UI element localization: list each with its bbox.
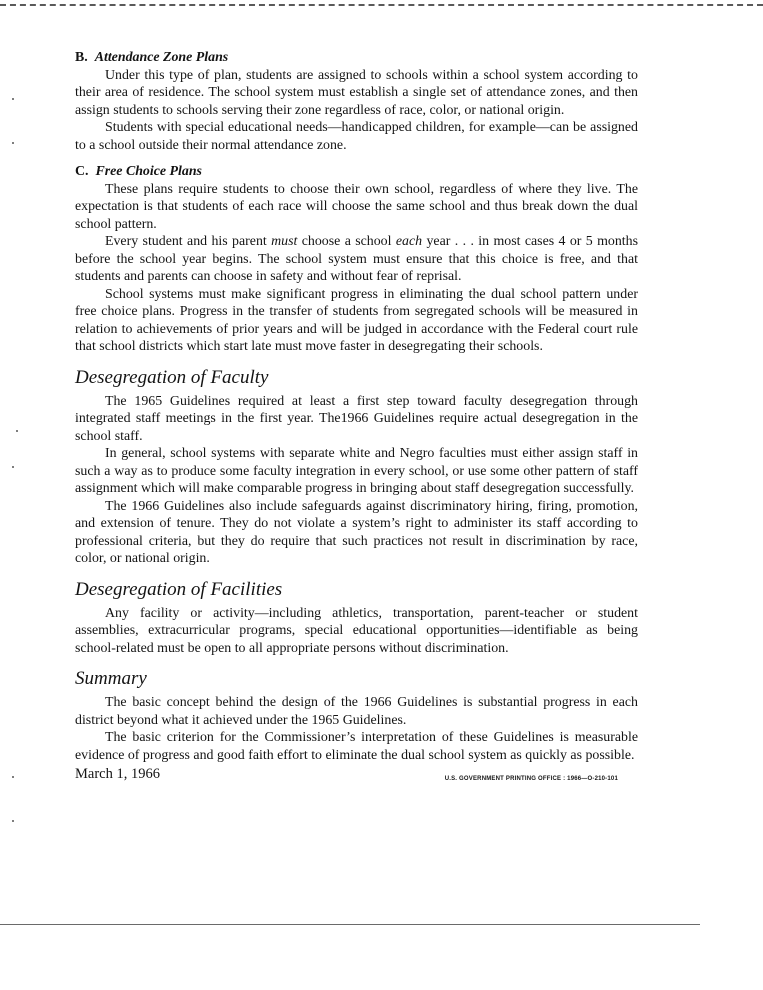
summary-paragraph-2: The basic criterion for the Commissioner’s interpretation of these Guidelines is measurable evidence of progress and good faith effort to eliminate the dual school system as quickly as possible. (75, 730, 638, 763)
section-b-letter: B. (75, 50, 88, 65)
scan-speck (12, 820, 14, 822)
section-b-title: Attendance Zone Plans (94, 50, 229, 65)
scan-speck (12, 466, 14, 468)
scan-speck (12, 98, 14, 100)
document-page (75, 49, 638, 786)
emphasis-must: must (271, 234, 298, 249)
facilities-heading: Desegregation of Facilities (75, 578, 283, 600)
section-c-paragraph-1: These plans require students to choose their own school, regardless of where they live. The expectation is that students of each race will choose the same school and thus break down the dual school pattern. (75, 181, 638, 232)
section-c-heading (75, 163, 638, 181)
top-edge-rule (0, 4, 763, 6)
section-b-paragraph-1: Under this type of plan, students are assigned to schools within a school system according to their area of residence. The school system must establish a single set of attendance zones, and then assign students to schools serving their zone regardless of race, color, or national origin. (75, 67, 638, 118)
emphasis-each: each (395, 234, 423, 249)
faculty-paragraph-1: The 1965 Guidelines required at least a first step toward faculty desegregation through integrated staff meetings in the first year. The1966 Guidelines require actual desegregation in the school staff. (75, 393, 638, 444)
faculty-heading: Desegregation of Faculty (75, 366, 269, 388)
section-c-letter: C. (75, 164, 89, 179)
summary-paragraph-1: The basic concept behind the design of the 1966 Guidelines is substantial progress in each district beyond what it achieved under the 1965 Guidelines. (75, 695, 638, 728)
scan-speck (12, 776, 14, 778)
text-run: year . . . in most cases 4 or 5 months before the school year begins. The school system must ensure that this choice is free, and that students and parents can choose in safety and without fear of reprisal. (75, 234, 638, 284)
scan-speck (16, 430, 18, 432)
page-footer (75, 766, 638, 786)
section-b-paragraph-2: Students with special educational needs—handicapped children, for example—can be assigned to a school outside their normal attendance zone. (75, 120, 638, 153)
section-c-paragraph-3: School systems must make significant progress in eliminating the dual school pattern under free choice plans. Progress in the transfer of students from segregated schools will be measured in relation to achievements of prior years and will be judged in accordance with the Federal court rule that school districts which start late must move faster in desegregating their schools. (75, 286, 638, 354)
faculty-paragraph-2: In general, school systems with separate white and Negro faculties must either assign staff in such a way as to produce some faculty integration in every school, or use some other pattern of staff assignment which will make comparable progress in bringing about staff desegregation successfully. (75, 446, 638, 496)
printing-office-imprint: U.S. GOVERNMENT PRINTING OFFICE : 1966—O-210-101 (444, 776, 618, 782)
section-c-paragraph-2 (75, 233, 638, 286)
faculty-paragraph-3: The 1966 Guidelines also include safeguards against discriminatory hiring, firing, promotion, and extension of tenure. They do not violate a system’s right to administer its staff according to professional criteria, but they do require that such practices not result in discrimination by race, color, or national origin. (75, 498, 638, 566)
issue-date: March 1, 1966 (75, 766, 160, 782)
section-b-heading (75, 49, 638, 67)
summary-heading: Summary (75, 668, 147, 689)
scan-speck (12, 142, 14, 144)
text-run: choose a school (297, 234, 396, 249)
facilities-paragraph-1: Any facility or activity—including athletics, transportation, parent-teacher or student assemblies, extracurricular programs, special educational opportunities—identifiable as being school-related must be open to all appropriate persons without discrimination. (75, 605, 638, 656)
text-run: Every student and his parent (105, 234, 272, 249)
section-c-title: Free Choice Plans (95, 164, 202, 179)
bottom-edge-rule (0, 924, 700, 925)
